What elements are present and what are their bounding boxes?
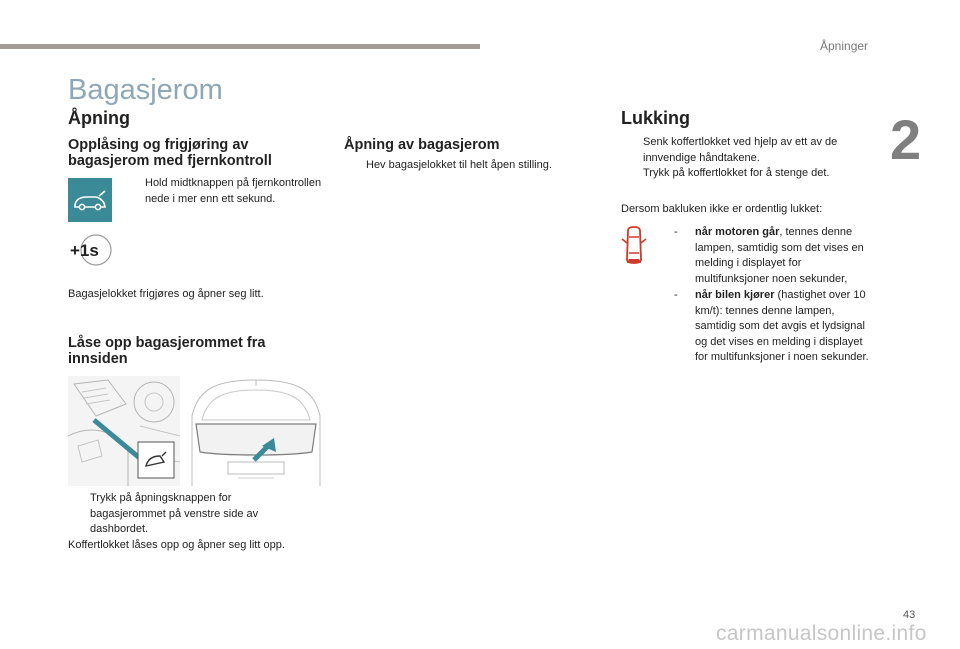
page-number: 43	[903, 609, 916, 621]
closing-bullet-2	[621, 166, 866, 182]
open-trunk-bullet	[344, 158, 594, 174]
closing-intro: Dersom bakluken ikke er ordentlig lukket:	[621, 203, 823, 215]
remote-bullet	[123, 176, 323, 207]
watermark: carmanualsonline.info	[716, 622, 927, 645]
vehicle-moving-label: når bilen kjører	[695, 289, 775, 301]
dashboard-illustration	[68, 376, 180, 491]
inside-bullet	[68, 491, 308, 538]
remote-bullet-text: Hold midtknappen på fjernkontrollen nede i mer enn ett sekund.	[145, 177, 322, 205]
engine-running-text: , tennes denne lampen, samtidig som det vises en melding i displayet for multifunksjoner noen sekunder,	[695, 226, 864, 285]
heading-inside-unlock: Låse opp bagasjerommet fra innsiden	[68, 335, 266, 367]
vehicle-moving-text: (hastighet over 10 km/t): tennes denne lampen, samtidig som det avgis et lydsignal og det vises en melding i displayet for multifunksjoner i noen sekunder.	[695, 289, 869, 363]
dash-marker: -	[674, 226, 678, 238]
hold-duration-label: +1s	[70, 241, 99, 260]
inside-bullet-text: Trykk på åpningsknappen for bagasjerommet på venstre side av dashbordet.	[90, 492, 259, 535]
engine-running-label: når motoren går	[695, 226, 780, 238]
open-trunk-bullet-text: Hev bagasjelokket til helt åpen stilling.	[366, 159, 552, 171]
closing-bullet-1-text: Senk koffertlokket ved hjelp av ett av de innvendige håndtakene.	[643, 136, 838, 164]
car-rear-illustration	[188, 376, 324, 493]
warning-engine-running	[674, 225, 874, 287]
heading-opening: Åpning	[68, 108, 130, 128]
car-trunk-icon	[68, 178, 112, 222]
heading-closing: Lukking	[621, 108, 691, 128]
chapter-number: 2	[890, 108, 922, 171]
section-tab: Åpninger	[820, 39, 869, 53]
inside-result-text: Koffertlokket låses opp og åpner seg litt opp.	[68, 539, 285, 551]
trunk-open-warning-icon	[619, 225, 649, 270]
closing-bullet-2-text: Trykk på koffertlokket for å stenge det.	[643, 167, 830, 179]
dash-marker: -	[674, 289, 678, 301]
remote-result-text: Bagasjelokket frigjøres og åpner seg litt.	[68, 288, 264, 300]
warning-vehicle-moving	[674, 288, 874, 366]
heading-remote-unlock: Opplåsing og frigjøring av bagasjerom med fjernkontroll	[68, 137, 272, 169]
header-bar	[0, 44, 480, 49]
hold-duration-badge	[68, 233, 114, 272]
heading-open-trunk: Åpning av bagasjerom	[344, 137, 500, 153]
closing-bullet-1	[621, 135, 866, 166]
page-title: Bagasjerom	[68, 74, 223, 106]
